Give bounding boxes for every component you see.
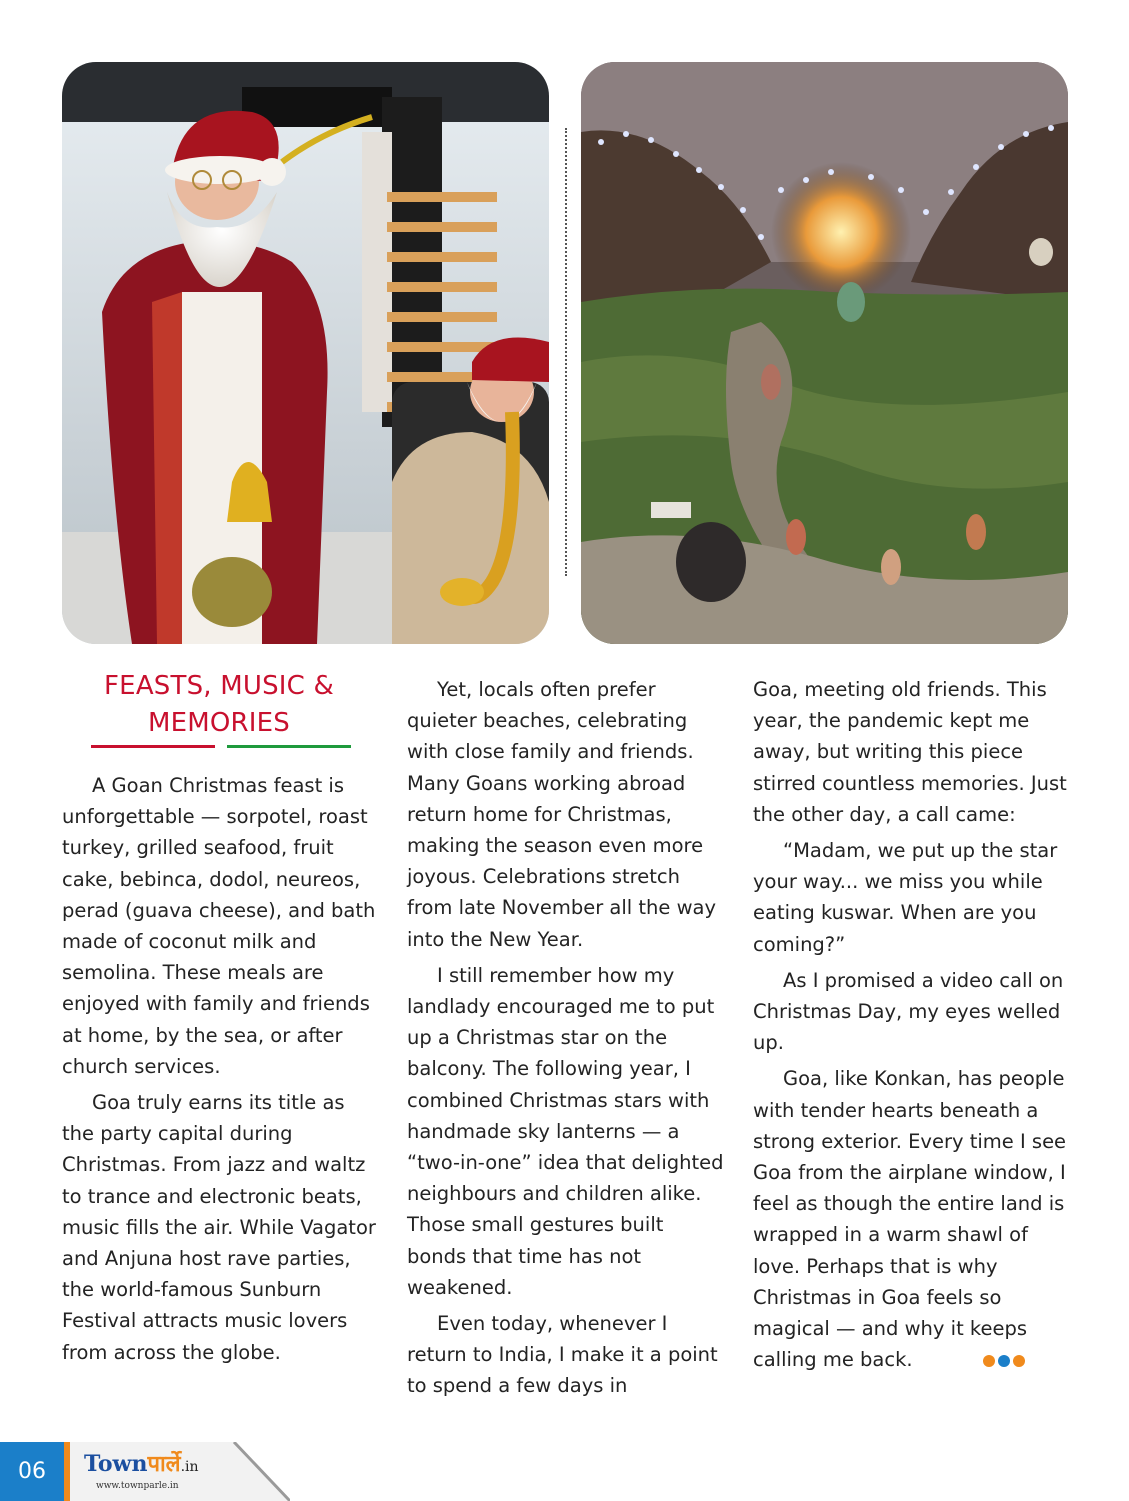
brand-tld: .in [180, 1459, 199, 1475]
brand-latin: Town [84, 1451, 148, 1477]
paragraph-konkan-text: Goa, like Konkan, has people with tender hearts beneath a strong exterior. Every time I see Goa from the airplane window, I feel as though the entire land is wrapped in a warm shawl of love. Perhaps that is why Christmas in Goa feels so magical — and why it keeps calling me back. [753, 1067, 1067, 1372]
paragraph-even-today: Even today, whenever I return to India, I make it a point to spend a few days in [407, 1312, 718, 1398]
paragraph-locals: Yet, locals often prefer quieter beaches, celebrating with close family and friends. Many Goans working abroad return home for Christmas, making the season even more joyous. Celebrations stretch from late November all the way into the New Year. [407, 678, 717, 951]
crib-photo [581, 62, 1068, 644]
paragraph-party: Goa truly earns its title as the party capital during Christmas. From jazz and waltz to trance and electronic beats, music fills the air. While Vagator and Anjuna host rave parties, the world-famous Sunburn Festival attracts music lovers from across the globe. [62, 1091, 376, 1364]
paragraph-feast: A Goan Christmas feast is unforgettable — sorpotel, roast turkey, grilled seafood, fruit cake, bebinca, dodol, neureos, perad (guava cheese), and bath made of coconut milk and semolina. These meals are enjoyed with family and friends at home, by the sea, or after church services. [62, 774, 376, 1078]
heading-line-1: FEASTS, MUSIC & [104, 671, 334, 701]
brand-logo[interactable] [84, 1448, 199, 1478]
paragraph-video-call: As I promised a video call on Christmas Day, my eyes welled up. [753, 968, 1064, 1055]
paragraph-quote: “Madam, we put up the star your way... we miss you while eating kuswar. When are you coming?” [753, 839, 1058, 956]
article-column-2 [407, 674, 727, 1407]
brand-url[interactable]: www.townparle.in [96, 1481, 179, 1491]
santa-photo [62, 62, 549, 644]
photo-divider [565, 128, 567, 576]
heading-underline-green [227, 745, 351, 748]
paragraph-even-today-continued: Goa, meeting old friends. This year, the pandemic kept me away, but writing this piece stirred countless memories. Just the other day, a call came: [753, 678, 1067, 826]
paragraph-konkan [753, 1063, 1073, 1376]
article-column-1 [62, 770, 382, 1373]
paragraph-landlady: I still remember how my landlady encouraged me to put up a Christmas star on the balcony. The following year, I combined Christmas stars with handmade sky lanterns — a “two-in-one” idea that delighted neighbours and children alike. Those small gestures built bonds that time has not weakened. [407, 963, 724, 1299]
section-heading [68, 668, 370, 742]
article-column-3 [753, 674, 1073, 1381]
nativity-crib-scene-image [581, 62, 1068, 644]
end-mark-dots-icon [953, 1345, 1028, 1376]
santa-claus-figures-image [62, 62, 549, 644]
heading-line-2: MEMORIES [147, 708, 291, 738]
heading-underline-red [91, 745, 215, 748]
brand-devanagari: पार्ले [147, 1451, 181, 1477]
page-number: 06 [0, 1442, 64, 1501]
